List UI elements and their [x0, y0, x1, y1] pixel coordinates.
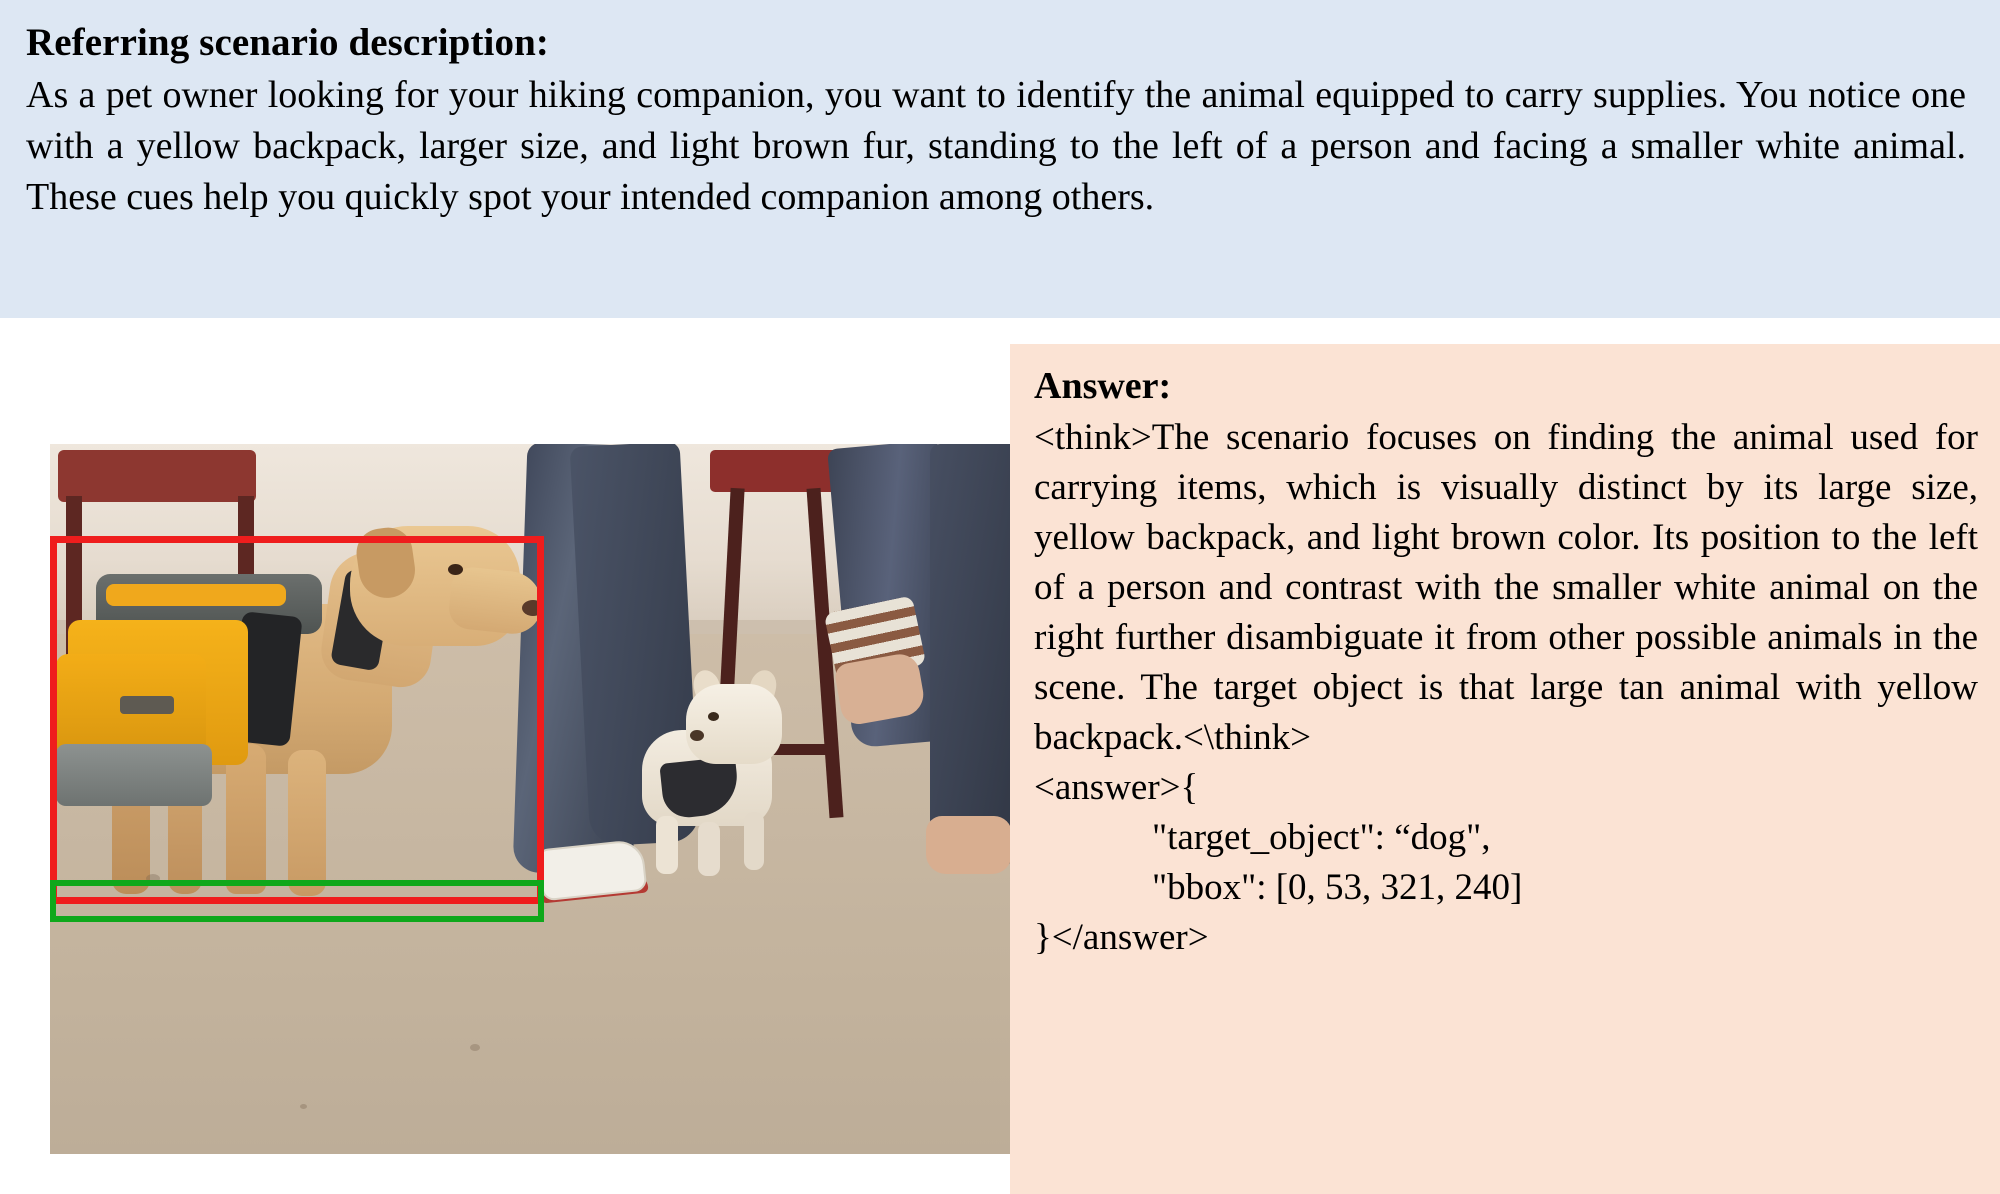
- referring-scenario-panel: [0, 0, 2000, 318]
- small-white-dog-head: [686, 684, 782, 764]
- red-chair-back: [58, 450, 256, 502]
- answer-open-tag: <answer>{: [1034, 766, 1199, 808]
- floor-speck: [470, 1044, 480, 1051]
- photo-canvas: [50, 444, 1030, 1154]
- stool-seat: [710, 450, 840, 492]
- answer-target-object: "target_object": “dog",: [1152, 816, 1491, 858]
- answer-heading: Answer:: [1034, 365, 1172, 407]
- small-dog-leg-3: [744, 812, 764, 870]
- small-dog-leg-1: [656, 816, 678, 874]
- small-dog-nose: [690, 730, 704, 741]
- small-dog-leg-2: [698, 822, 720, 876]
- scene-photo: [50, 444, 1030, 1154]
- description-heading: Referring scenario description:: [26, 21, 549, 64]
- small-dog-eye: [708, 712, 719, 721]
- prediction-bounding-box: [50, 536, 544, 904]
- white-shoe: [538, 839, 648, 902]
- answer-close-tag: }</answer>: [1034, 916, 1209, 958]
- answer-think-text: <think>The scenario focuses on finding the animal used for carrying items, which is visually distinct by its large size, yellow backpack, and light brown color. Its position to the left of a person and contrast with the smaller white animal on the right further disambiguate it from other possible animals in the scene. The target object is that large tan animal with yellow backpack.<\think>: [1034, 417, 1978, 759]
- answer-panel: [1010, 344, 2000, 1194]
- ground-truth-bounding-box: [50, 880, 544, 922]
- description-text: As a pet owner looking for your hiking companion, you want to identify the animal equipped to carry supplies. You notice one with a yellow backpack, larger size, and light brown fur, standing to the left of a person and facing a smaller white animal. These cues help you quickly spot your intended companion among others.: [26, 73, 1966, 218]
- bare-foot-right: [926, 816, 1012, 874]
- floor-speck: [300, 1104, 307, 1109]
- answer-bbox: "bbox": [0, 53, 321, 240]: [1152, 866, 1523, 908]
